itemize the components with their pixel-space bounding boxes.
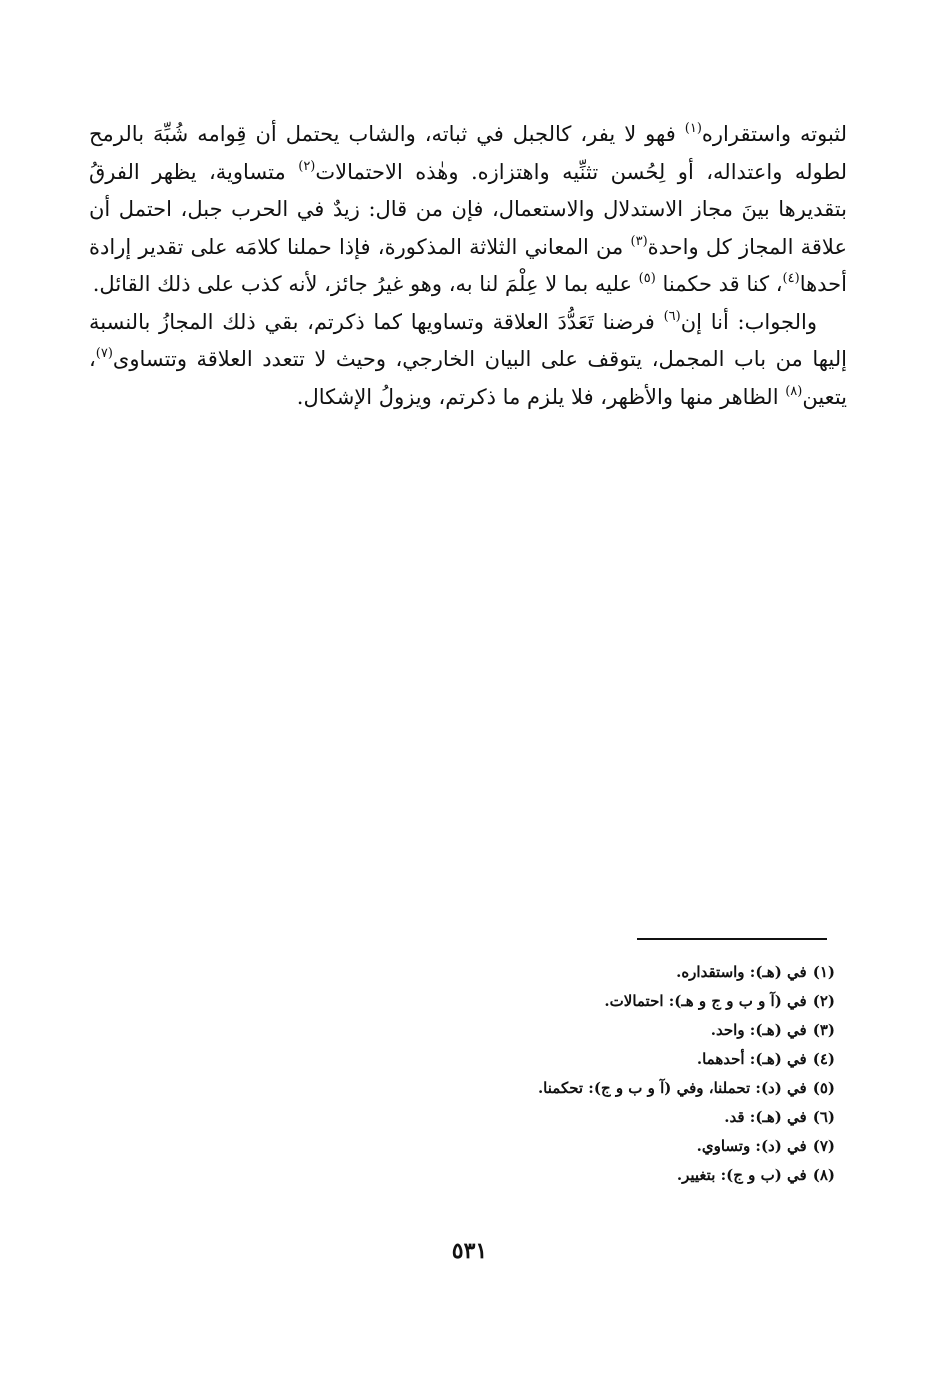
footnote-marker-6: (٦) — [663, 308, 681, 324]
text-segment: عليه بما لا عِلْمَ لنا به، وهو غيرُ جائز، لأنه كذب على ذلك القائل. — [92, 272, 639, 296]
text-segment: الظاهر منها والأظهر، فلا يلزم ما ذكرتم، ويزولُ الإشكال. — [296, 384, 786, 409]
text-segment: من المعاني الثلاثة المذكورة، فإذا حملنا كلامَه على تقدير إرادة أحدها — [89, 234, 847, 296]
footnotes-list — [235, 958, 835, 1190]
footnote-text: في (هـ): أحدهما. — [696, 1050, 807, 1068]
footnote-text: في (آ و ب و ج و هـ): احتمالات. — [604, 992, 807, 1010]
footnote-item — [235, 1016, 835, 1045]
text-segment: فرضنا تَعَدُّدَ العلاقة وتساويها كما ذكرتم، بقي ذلك المجازُ بالنسبة إليها من باب المجمل، يتوقف على البيان الخارجي، وحيث لا تتعدد العلاقة وتتساوى — [89, 309, 847, 371]
footnote-number: (٣) — [812, 1021, 835, 1039]
footnote-marker-8: (٨) — [785, 383, 803, 399]
footnote-item — [235, 1074, 835, 1103]
paragraph-objection — [89, 116, 847, 304]
text-segment: متساوية، يظهر الفرقُ بتقديرها بينَ مجاز الاستدلال والاستعمال، فإن من قال: زيدٌ في الحرب جبل، احتمل أن علاقة المجاز كل واحدة — [89, 159, 847, 259]
footnote-number: (٧) — [812, 1137, 835, 1155]
footnote-item — [235, 1045, 835, 1074]
main-text — [89, 116, 847, 416]
text-segment: والجواب: أنا إن — [680, 309, 817, 334]
footnote-marker-3: (٣) — [630, 233, 648, 249]
footnote-marker-5: (٥) — [638, 271, 656, 286]
footnote-marker-2: (٢) — [298, 158, 316, 174]
footnote-item — [235, 1161, 835, 1190]
footnote-text: في (ب و ج): بتغيير. — [676, 1166, 807, 1184]
footnote-number: (٨) — [812, 1166, 835, 1184]
footnote-text: في (هـ): قد. — [724, 1108, 807, 1126]
footnote-item — [235, 1132, 835, 1161]
footnote-item — [235, 987, 835, 1016]
footnote-text: في (هـ): واستقداره. — [676, 963, 807, 981]
footnote-item — [235, 958, 835, 987]
footnote-number: (٥) — [812, 1079, 835, 1097]
footnote-marker-4: (٤) — [782, 271, 800, 286]
footnote-number: (٢) — [812, 992, 835, 1010]
footnote-number: (١) — [812, 963, 835, 981]
page-number: ٥٣١ — [451, 1238, 488, 1264]
footnote-text: في (د): تحملنا، وفي (آ و ب و ج): تحكمنا. — [537, 1079, 807, 1097]
paragraph-answer — [89, 304, 847, 417]
text-segment: فهو لا يفر، كالجبل في ثباته، والشاب يحتمل أن قِوامه شُبِّهَ بالرمح لطوله واعتداله، أو لِحُسن تثنِّيه واهتزازه. وهٰذه الاحتمالات — [89, 122, 847, 184]
footnote-separator — [637, 938, 827, 940]
footnote-text: في (د): وتساوي. — [696, 1137, 807, 1155]
text-segment: ، كنا قد حكمنا — [655, 272, 783, 296]
footnote-text: في (هـ): واحد. — [710, 1021, 807, 1039]
footnote-number: (٦) — [812, 1108, 835, 1126]
footnote-number: (٤) — [812, 1050, 835, 1068]
text-segment: لثبوته واستقراره — [701, 122, 848, 146]
footnote-marker-1: (١) — [684, 121, 702, 136]
text-segment: ، يتعين — [89, 347, 847, 409]
footnote-marker-7: (٧) — [95, 346, 113, 361]
footnote-item — [235, 1103, 835, 1132]
